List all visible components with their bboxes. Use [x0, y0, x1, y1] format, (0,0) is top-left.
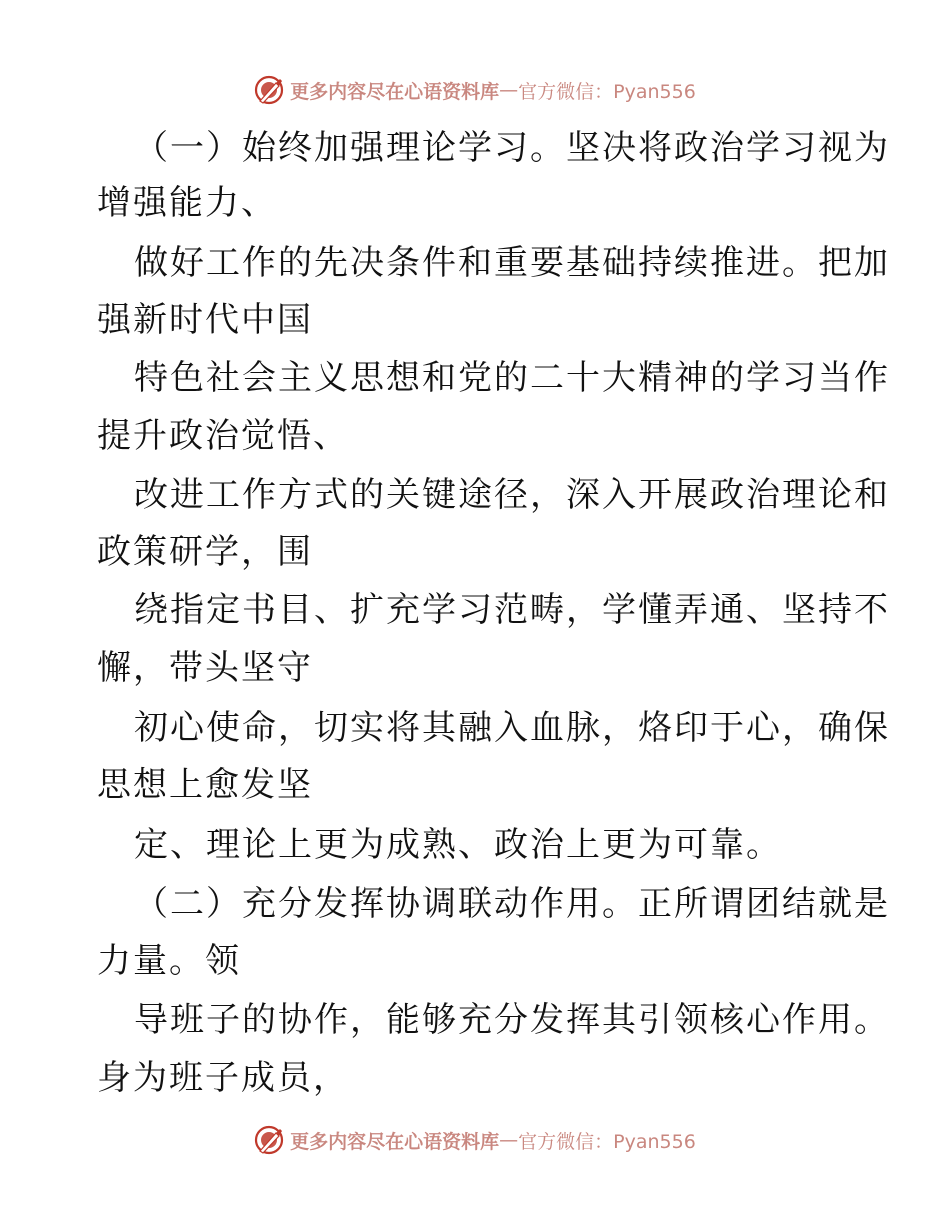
paragraph-line: 懈，带头坚守	[97, 648, 313, 688]
pen-logo-icon	[254, 1125, 284, 1155]
paragraph-line: 提升政治觉悟、	[97, 416, 349, 456]
paragraph-line: 绕指定书目、扩充学习范畴，学懂弄通、坚持不	[134, 590, 890, 630]
header-separator: —	[499, 79, 519, 101]
footer-separator: —	[499, 1129, 519, 1151]
paragraph-line: 力量。领	[97, 941, 241, 981]
footer-official-text: 官方微信：Pyan556	[518, 1130, 696, 1153]
paragraph-line: 特色社会主义思想和党的二十大精神的学习当作	[134, 358, 890, 398]
paragraph-line: 初心使命，切实将其融入血脉，烙印于心，确保	[134, 708, 890, 748]
paragraph-line: 做好工作的先决条件和重要基础持续推进。把加	[134, 243, 890, 283]
paragraph-line: 思想上愈发坚	[97, 765, 313, 805]
footer-banner	[0, 1120, 950, 1160]
header-official-text: 官方微信：Pyan556	[518, 80, 696, 103]
paragraph-line: 身为班子成员，	[97, 1058, 349, 1098]
footer-brand-text: 更多内容尽在心语资料库	[290, 1130, 500, 1153]
paragraph-line: （一）始终加强理论学习。坚决将政治学习视为	[134, 128, 890, 168]
paragraph-line: 强新时代中国	[97, 300, 313, 340]
pen-logo-icon	[254, 75, 284, 105]
paragraph-line: 定、理论上更为成熟、政治上更为可靠。	[134, 825, 782, 865]
paragraph-line: 增强能力、	[97, 183, 277, 223]
header-banner	[0, 70, 950, 110]
paragraph-line: 政策研学，围	[97, 532, 313, 572]
paragraph-line: 改进工作方式的关键途径，深入开展政治理论和	[134, 475, 890, 515]
header-brand-text: 更多内容尽在心语资料库	[290, 80, 500, 103]
paragraph-line: （二）充分发挥协调联动作用。正所谓团结就是	[134, 884, 890, 924]
paragraph-line: 导班子的协作，能够充分发挥其引领核心作用。	[134, 1000, 890, 1040]
